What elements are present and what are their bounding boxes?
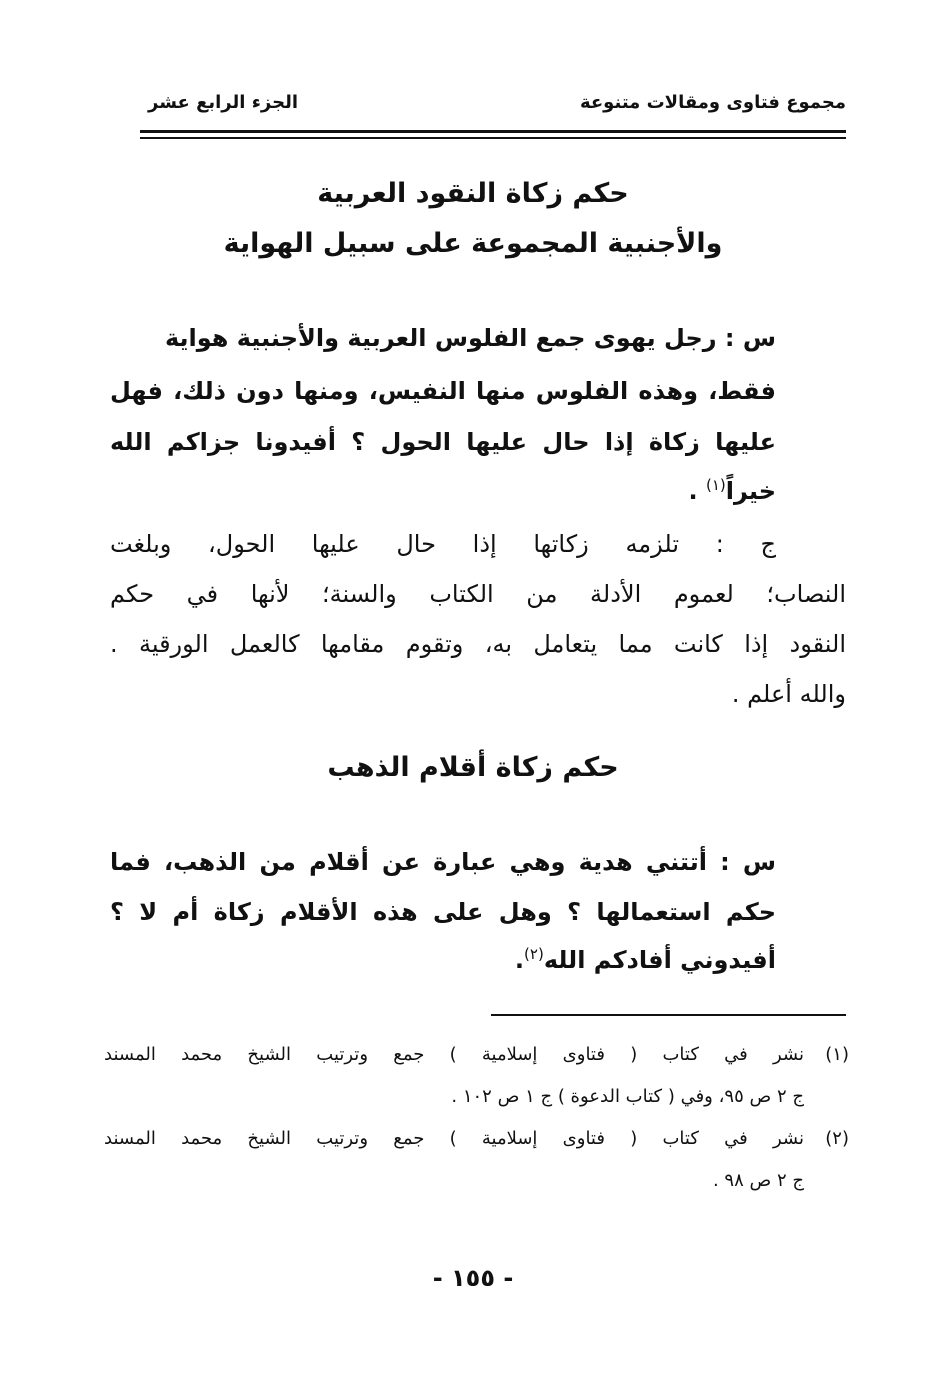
answer1-line: والله أعلم . — [731, 680, 846, 708]
footnote-separator — [491, 1014, 846, 1016]
footnote-1-marker: (١) — [825, 1044, 849, 1065]
question2-last-line — [515, 945, 776, 974]
footnote-1-line1: نشر في كتاب ( فتاوى إسلامية ) جمع وترتيب الشيخ محمد المسند — [104, 1044, 804, 1065]
header-rule-thick — [140, 130, 846, 133]
question2-end: . — [514, 946, 525, 974]
section1-title-line1: حكم زكاة النقود العربية — [317, 178, 629, 209]
question2-line: حكم استعمالها ؟ وهل على هذه الأقلام زكاة أم لا ؟ — [110, 898, 776, 926]
answer1-line: النقود إذا كانت مما يتعامل به، وتقوم مقامها كالعمل الورقية . — [110, 630, 846, 658]
running-header-book-title: مجموع فتاوى ومقالات متنوعة — [579, 92, 846, 113]
answer1-line: ج : تلزمه زكاتها إذا حال عليها الحول، وبلغت — [110, 530, 776, 558]
footnote-2-line1: نشر في كتاب ( فتاوى إسلامية ) جمع وترتيب الشيخ محمد المسند — [104, 1128, 804, 1149]
footnote-ref-2: (٢) — [524, 945, 544, 963]
page-number: - ١٥٥ - — [432, 1264, 514, 1292]
header-rule-thin — [140, 137, 846, 139]
question1-text: خيراً — [725, 477, 776, 505]
question1-line: س : رجل يهوى جمع الفلوس العربية والأجنبية هواية — [164, 324, 776, 352]
footnote-1-line2: ج ٢ ص ٩٥، وفي ( كتاب الدعوة ) ج ١ ص ١٠٢ . — [451, 1086, 804, 1107]
footnote-ref-1: (١) — [705, 476, 726, 494]
section2-title: حكم زكاة أقلام الذهب — [327, 752, 619, 783]
section1-title-line2: والأجنبية المجموعة على سبيل الهواية — [223, 228, 723, 259]
running-header-volume: الجزء الرابع عشر — [148, 92, 298, 113]
footnote-2-line2: ج ٢ ص ٩٨ . — [712, 1170, 804, 1191]
question2-line: س : أتتني هدية وهي عبارة عن أقلام من الذهب، فما — [110, 848, 776, 876]
question1-end: . — [688, 477, 698, 505]
footnote-2-marker: (٢) — [825, 1128, 849, 1149]
question2-text: أفيدوني أفادكم الله — [543, 946, 776, 974]
question1-line: عليها زكاة إذا حال عليها الحول ؟ أفيدونا جزاكم الله — [110, 428, 776, 456]
answer1-line: النصاب؛ لعموم الأدلة من الكتاب والسنة؛ لأنها في حكم — [110, 580, 846, 608]
question1-line: فقط، وهذه الفلوس منها النفيس، ومنها دون ذلك، فهل — [110, 377, 776, 405]
question1-last-line — [688, 476, 776, 505]
